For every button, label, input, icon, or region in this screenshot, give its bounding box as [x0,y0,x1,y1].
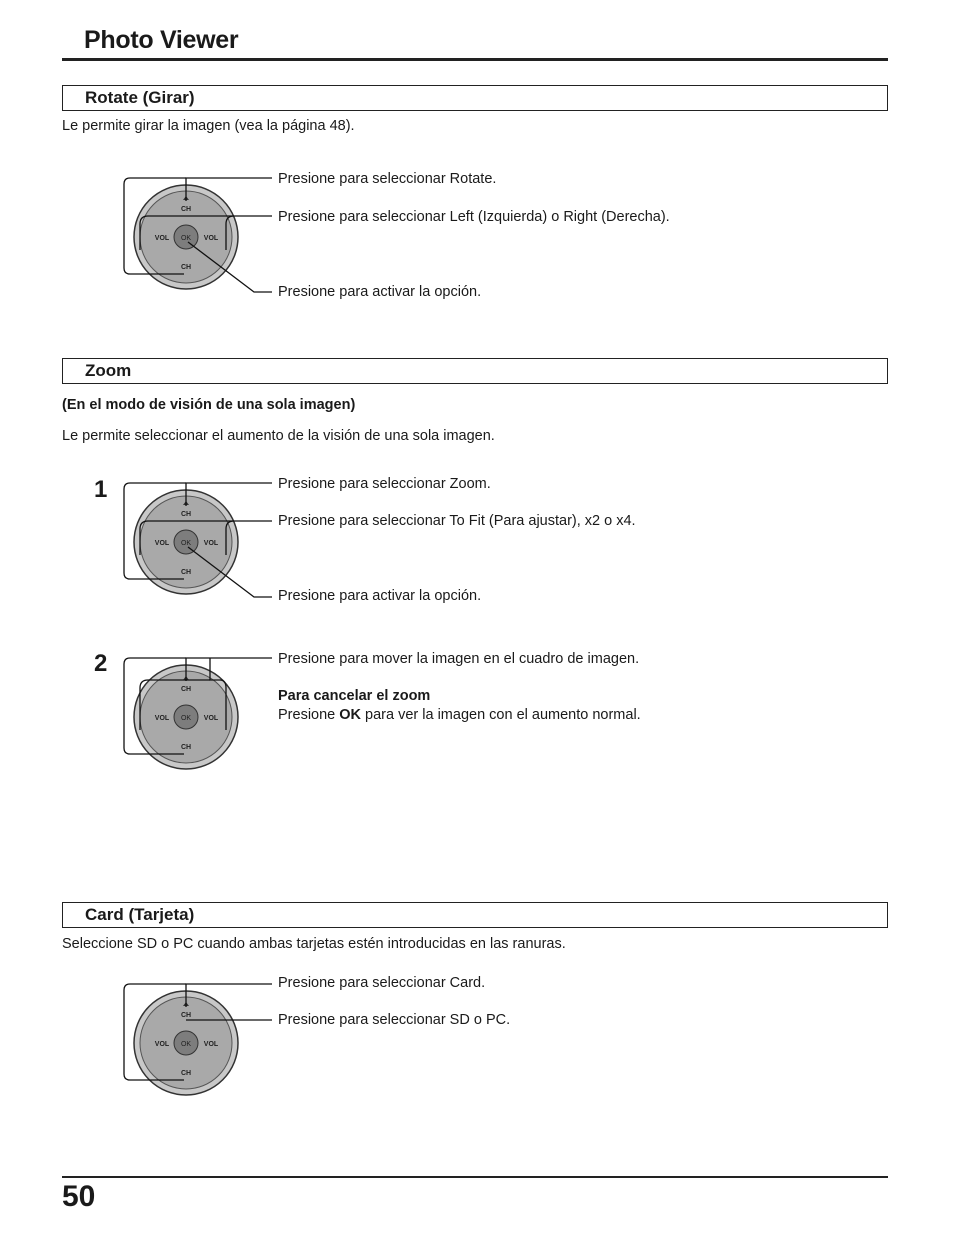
page-title: Photo Viewer [84,26,239,54]
zoom-callout-magnification: Presione para seleccionar To Fit (Para ajustar), x2 o x4. [278,513,636,529]
ch-up-label: CH [180,206,192,213]
section-heading: Zoom [85,361,132,380]
vol-left-label: VOL [154,1041,170,1048]
ch-down-label: CH [180,1070,192,1077]
title-rule [62,58,888,61]
ch-up-label: CH [180,686,192,693]
section-header-card [62,902,888,928]
cancel-zoom-title: Para cancelar el zoom [278,688,431,704]
ch-down-label: CH [180,744,192,751]
card-callout-sd-pc: Presione para seleccionar SD o PC. [278,1012,511,1028]
vol-left-label: VOL [154,540,170,547]
section-header-zoom [62,358,888,384]
ok-label: OK [180,1041,192,1048]
rotate-callout-activate: Presione para activar la opción. [278,284,482,300]
rotate-callout-direction: Presione para seleccionar Left (Izquierda) o Right (Derecha). [278,209,670,225]
section-heading: Card (Tarjeta) [85,905,195,924]
page-number: 50 [62,1180,96,1213]
vol-left-label: VOL [154,235,170,242]
section-heading: Rotate (Girar) [85,88,195,107]
ok-key-label: OK [339,707,362,723]
section-header-rotate [62,85,888,111]
zoom-subheading: (En el modo de visión de una sola imagen) [62,397,356,413]
ok-label: OK [180,715,192,722]
remote-control-diagram [120,650,280,775]
cancel-prefix: Presione [278,707,340,723]
step-number-2: 2 [94,650,108,677]
card-callout-select: Presione para seleccionar Card. [278,975,486,991]
rotate-description: Le permite girar la imagen (vea la página 48). [62,118,355,134]
cancel-zoom-instruction [278,707,641,723]
vol-right-label: VOL [203,235,219,242]
zoom-callout-select: Presione para seleccionar Zoom. [278,476,491,492]
card-description: Seleccione SD o PC cuando ambas tarjetas estén introducidas en las ranuras. [62,936,566,952]
step-number-1: 1 [94,476,108,503]
vol-right-label: VOL [203,715,219,722]
vol-right-label: VOL [203,540,219,547]
remote-control-diagram [120,475,280,605]
vol-right-label: VOL [203,1041,219,1048]
ok-label: OK [180,540,192,547]
footer-rule [62,1176,888,1178]
ch-down-label: CH [180,264,192,271]
zoom-callout-activate: Presione para activar la opción. [278,588,482,604]
remote-control-diagram [120,170,280,300]
zoom-description: Le permite seleccionar el aumento de la visión de una sola imagen. [62,428,495,444]
ch-up-label: CH [180,511,192,518]
remote-control-diagram [120,976,280,1101]
zoom-callout-move: Presione para mover la imagen en el cuadro de imagen. [278,651,640,667]
ch-up-label: CH [180,1012,192,1019]
ok-label: OK [180,235,192,242]
cancel-suffix: para ver la imagen con el aumento normal. [361,707,641,723]
rotate-callout-select: Presione para seleccionar Rotate. [278,171,497,187]
vol-left-label: VOL [154,715,170,722]
ch-down-label: CH [180,569,192,576]
